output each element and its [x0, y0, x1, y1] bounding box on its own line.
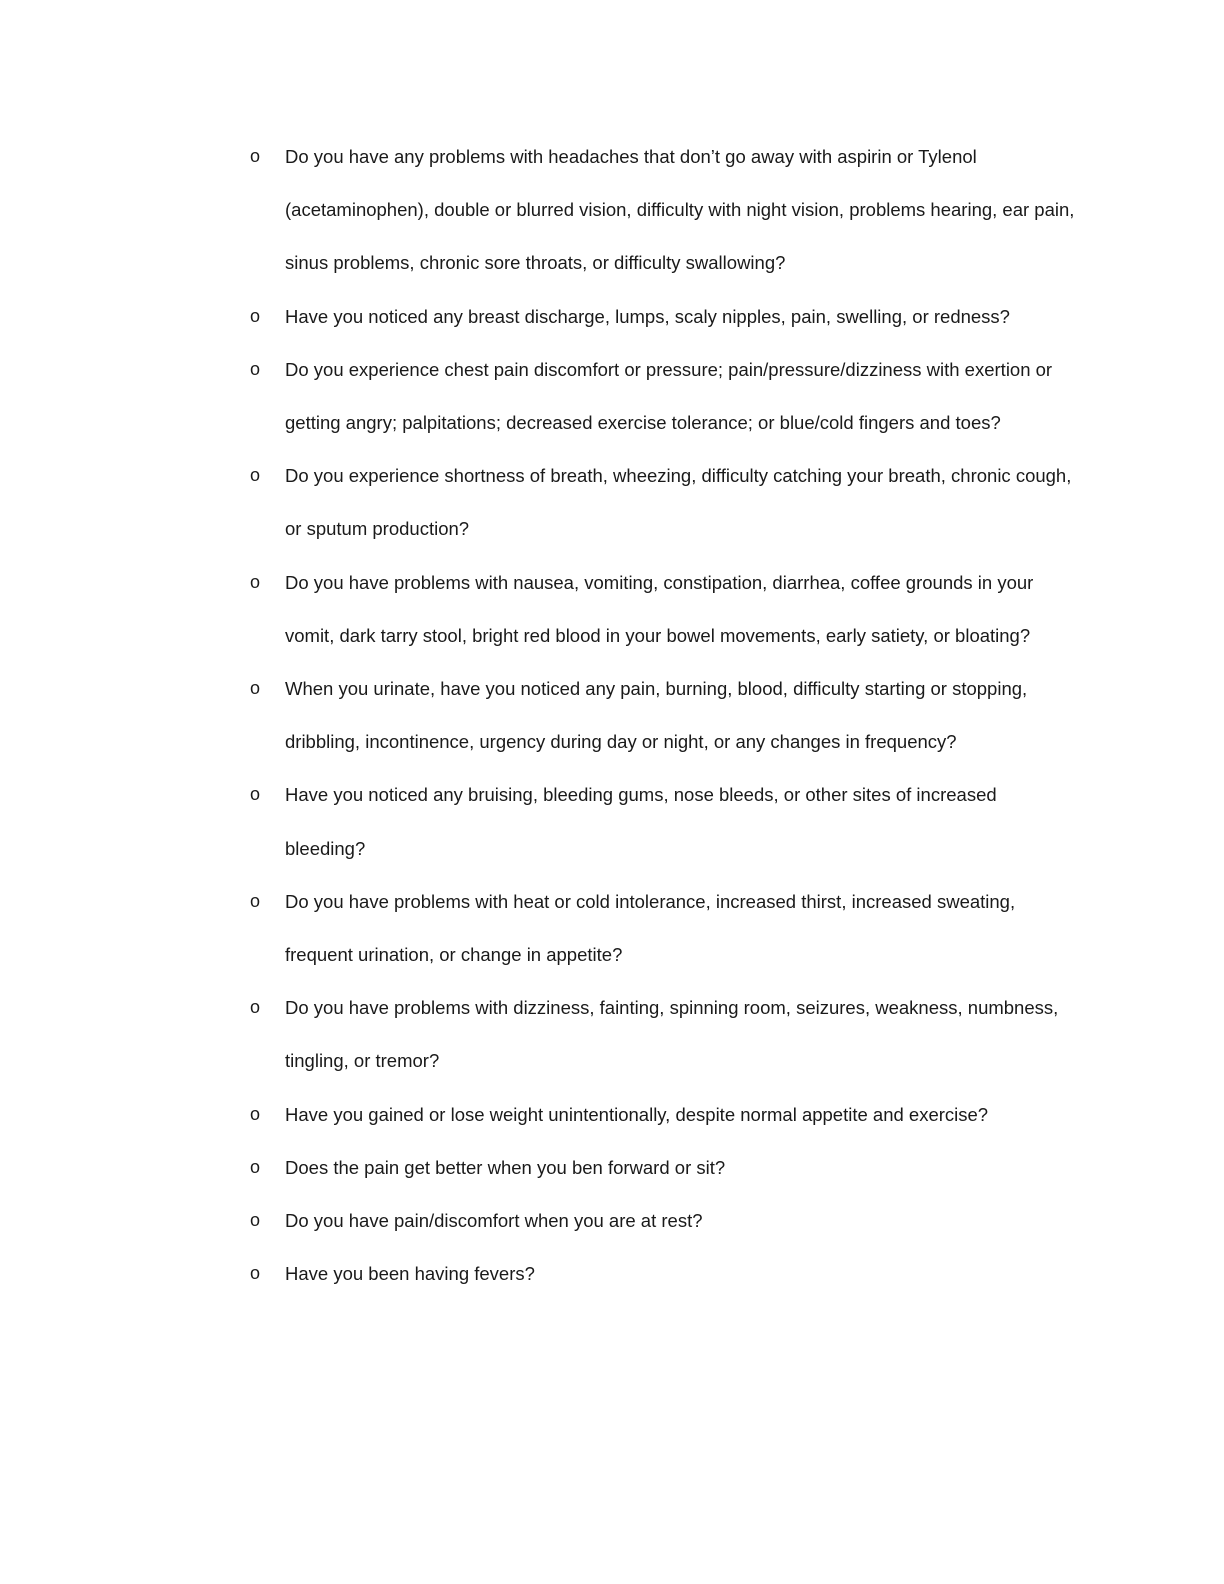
- list-item: [250, 981, 1080, 1087]
- bullet-icon: o: [250, 358, 261, 379]
- bullet-icon: o: [250, 305, 261, 326]
- question-text: Do you experience chest pain discomfort or pressure; pain/pressure/dizziness with exertion or getting angry; palpitations; decreased exercise tolerance; or blue/cold fingers and toes?: [285, 358, 1053, 434]
- question-text: When you urinate, have you noticed any pain, burning, blood, difficulty starting or stopping, dribbling, incontinence, urgency during day or night, or any changes in frequency?: [285, 678, 1028, 753]
- bullet-icon: o: [250, 997, 261, 1018]
- list-item: [250, 290, 1080, 343]
- question-text: Do you have pain/discomfort when you are at rest?: [285, 1210, 703, 1232]
- bullet-icon: o: [250, 1156, 261, 1177]
- bullet-icon: o: [250, 784, 261, 805]
- question-list: [250, 130, 1080, 1300]
- question-text: Do you have any problems with headaches that don’t go away with aspirin or Tylenol (acetaminophen), double or blurred vision, difficulty with night vision, problems hearing, ear pain, sinus problems, chronic sore throats, or difficulty swallowing?: [285, 146, 1075, 274]
- bullet-icon: o: [250, 890, 261, 911]
- bullet-icon: o: [250, 465, 261, 486]
- question-text: Have you gained or lose weight unintentionally, despite normal appetite and exercise?: [285, 1103, 989, 1125]
- bullet-icon: o: [250, 571, 261, 592]
- question-text: Do you experience shortness of breath, wheezing, difficulty catching your breath, chronic cough, or sputum production?: [285, 465, 1072, 540]
- question-text: Do you have problems with nausea, vomiting, constipation, diarrhea, coffee grounds in your vomit, dark tarry stool, bright red blood in your bowel movements, early satiety, or bloating?: [285, 571, 1034, 646]
- bullet-icon: o: [250, 146, 261, 166]
- question-text: Does the pain get better when you ben forward or sit?: [285, 1156, 726, 1178]
- list-item: [250, 343, 1080, 449]
- list-item: [250, 1141, 1080, 1194]
- question-text: Have you noticed any bruising, bleeding gums, nose bleeds, or other sites of increased bleeding?: [285, 784, 997, 859]
- list-item: [250, 662, 1080, 768]
- question-text: Have you been having fevers?: [285, 1263, 535, 1285]
- bullet-icon: o: [250, 1103, 261, 1124]
- question-text: Have you noticed any breast discharge, lumps, scaly nipples, pain, swelling, or redness?: [285, 305, 1010, 327]
- bullet-icon: o: [250, 1210, 261, 1231]
- question-text: Do you have problems with heat or cold intolerance, increased thirst, increased sweating, frequent urination, or change in appetite?: [285, 890, 1016, 966]
- bullet-icon: o: [250, 1263, 261, 1284]
- question-text: Do you have problems with dizziness, fainting, spinning room, seizures, weakness, numbness, tingling, or tremor?: [285, 997, 1059, 1072]
- list-item: [250, 1088, 1080, 1141]
- list-item: [250, 556, 1080, 662]
- list-item: [250, 449, 1080, 555]
- bullet-icon: o: [250, 678, 261, 699]
- list-item: [250, 768, 1080, 874]
- list-item: [250, 1247, 1080, 1300]
- list-item: [250, 1194, 1080, 1247]
- list-item: [250, 130, 1080, 290]
- list-item: [250, 875, 1080, 981]
